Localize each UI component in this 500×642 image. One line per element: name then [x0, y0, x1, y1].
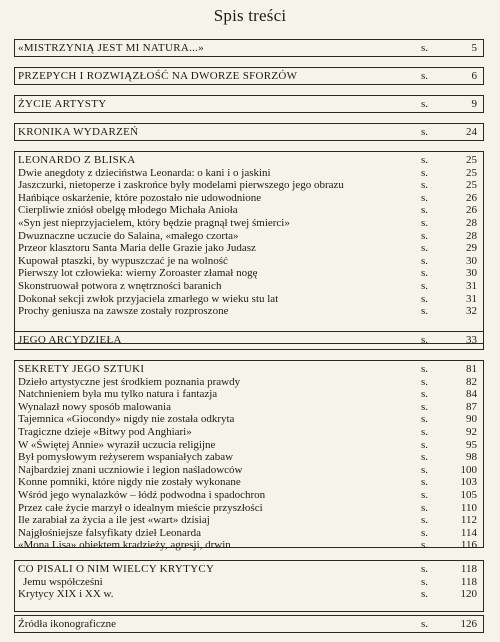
toc-entry[interactable]: [18, 514, 483, 527]
page-number: 114: [460, 526, 477, 539]
page-number: 116: [460, 539, 477, 552]
toc-entry-title: Dwie anegdoty z dzieciństwa Leonarda: o kani i o jaskini: [18, 166, 271, 179]
toc-entry[interactable]: [18, 204, 483, 217]
toc-section: [14, 331, 484, 350]
toc-entry-title: SEKRETY JEGO SZTUKI: [18, 363, 145, 375]
toc-entry-title: «Syn jest nieprzyjacielem, który będzie pragnął twej śmierci»: [18, 216, 290, 229]
page-prefix: s.: [421, 334, 429, 346]
page-number: 118: [460, 575, 477, 588]
page-number: 105: [460, 488, 477, 501]
toc-page-ref: [421, 154, 483, 167]
page-number: 33: [466, 334, 477, 346]
page-prefix: s.: [421, 70, 429, 82]
page-number: 32: [466, 305, 477, 318]
page-number: 6: [471, 70, 477, 82]
toc-section: [14, 151, 484, 344]
page-prefix: s.: [421, 98, 429, 110]
page-number: 95: [466, 438, 477, 451]
toc-entry[interactable]: [18, 305, 483, 318]
toc-entry-title: «MISTRZYNIĄ JEST MI NATURA...»: [18, 42, 205, 54]
page-prefix: s.: [421, 476, 429, 489]
toc-page-ref: [421, 563, 483, 576]
toc-entry-title: Natchnieniem była mu tylko natura i fantazja: [18, 388, 218, 401]
toc-entry[interactable]: [18, 179, 483, 192]
toc-entry[interactable]: [18, 388, 483, 401]
page-number: 24: [466, 126, 477, 138]
toc-page-ref: [421, 204, 483, 217]
toc-entry[interactable]: [18, 527, 483, 540]
page-prefix: s.: [421, 216, 429, 229]
toc-entry[interactable]: [18, 576, 483, 589]
toc-entry[interactable]: [18, 230, 483, 243]
toc-entry-title: Dokonał sekcji zwłok przyjaciela zmarłego w wieku stu lat: [18, 292, 279, 305]
page-title: Spis treści: [213, 6, 287, 25]
toc-page-ref: [421, 476, 483, 489]
toc-entry-title: JEGO ARCYDZIEŁA: [18, 334, 122, 346]
toc-entry[interactable]: [18, 217, 483, 230]
toc-entry-title: Tragiczne dzieje «Bitwy pod Anghiari»: [18, 425, 192, 438]
toc-page-ref: [421, 376, 483, 389]
page-prefix: s.: [421, 267, 429, 280]
toc-section: [14, 123, 484, 141]
toc-entry-title: KRONIKA WYDARZEŃ: [18, 126, 139, 138]
toc-page-ref: [421, 616, 483, 633]
toc-page-ref: [421, 230, 483, 243]
toc-heading[interactable]: [18, 68, 483, 85]
page-prefix: s.: [421, 154, 429, 166]
toc-entry-title: Najgłośniejsze falsyfikaty dzieł Leonarda: [18, 526, 201, 539]
toc-page-ref: [421, 388, 483, 401]
page-prefix: s.: [421, 254, 429, 267]
toc-heading[interactable]: [18, 154, 483, 167]
page-prefix: s.: [421, 229, 429, 242]
toc-entry-title: CO PISALI O NIM WIELCY KRYTYCY: [18, 563, 215, 575]
toc-section: [14, 615, 484, 633]
toc-entry-title: PRZEPYCH I ROZWIĄZŁOŚĆ NA DWORZE SFORZÓW: [18, 70, 298, 82]
toc-entry[interactable]: [18, 401, 483, 414]
toc-page-ref: [421, 255, 483, 268]
page-number: 98: [466, 451, 477, 464]
toc-entry-title: Dwuznaczne uczucie do Salaina, «małego czorta»: [18, 229, 239, 242]
toc-page-ref: [421, 439, 483, 452]
page-prefix: s.: [421, 191, 429, 204]
page-prefix: s.: [421, 438, 429, 451]
page-number: 118: [460, 563, 477, 575]
page-number: 92: [466, 425, 477, 438]
page-prefix: s.: [421, 618, 429, 630]
page-number: 82: [466, 375, 477, 388]
toc-heading[interactable]: [18, 96, 483, 113]
toc-entry-title: Był pomysłowym reżyserem wspaniałych zabaw: [18, 451, 234, 464]
toc-heading[interactable]: [18, 40, 483, 57]
page-prefix: s.: [421, 179, 429, 192]
toc-heading[interactable]: [18, 332, 483, 349]
toc-page-ref: [421, 576, 483, 589]
page-prefix: s.: [421, 204, 429, 217]
toc-page-ref: [421, 192, 483, 205]
toc-entry[interactable]: [18, 267, 483, 280]
page-number: 120: [460, 588, 477, 601]
toc-page-ref: [421, 332, 483, 349]
page-number: 25: [466, 154, 477, 166]
toc-section: [14, 39, 484, 57]
toc-page-ref: [421, 179, 483, 192]
page-prefix: s.: [421, 42, 429, 54]
page-prefix: s.: [421, 375, 429, 388]
toc-page-ref: [421, 527, 483, 540]
page-number: 84: [466, 388, 477, 401]
toc-page-ref: [421, 413, 483, 426]
toc-page-ref: [421, 68, 483, 85]
toc-page-ref: [421, 293, 483, 306]
toc-page-ref: [421, 464, 483, 477]
page-prefix: s.: [421, 388, 429, 401]
toc-entry-title: Przeor klasztoru Santa Maria delle Grazie jako Judasz: [18, 242, 256, 255]
page-prefix: s.: [421, 588, 429, 601]
toc-entry[interactable]: [18, 616, 483, 633]
toc-entry-title: «Mona Lisa» obiektem kradzieży, agresji, drwin: [18, 539, 231, 552]
toc-page-ref: [421, 305, 483, 318]
toc-section: [14, 67, 484, 85]
page-number: 90: [466, 413, 477, 426]
page-number: 110: [460, 501, 477, 514]
page-prefix: s.: [421, 126, 429, 138]
page-number: 30: [466, 254, 477, 267]
toc-entry[interactable]: [18, 439, 483, 452]
page-prefix: s.: [421, 425, 429, 438]
toc-entry[interactable]: [18, 280, 483, 293]
page-prefix: s.: [421, 400, 429, 413]
toc-page-ref: [421, 514, 483, 527]
toc-page-ref: [421, 242, 483, 255]
toc-section: [14, 560, 484, 612]
toc-entry-title: Konne pomniki, które nigdy nie zostały wykonane: [18, 476, 241, 489]
toc-entry-title: Wynalazł nowy sposób malowania: [18, 400, 171, 413]
toc-entry[interactable]: [18, 293, 483, 306]
page-number: 30: [466, 267, 477, 280]
page-number: 9: [471, 98, 477, 110]
toc-entry[interactable]: [18, 489, 483, 502]
toc-entry-title: W «Świętej Annie» wyraził uczucia religijne: [18, 438, 216, 451]
page-number: 28: [466, 229, 477, 242]
toc-page-ref: [421, 401, 483, 414]
toc-entry[interactable]: [18, 242, 483, 255]
page-prefix: s.: [421, 242, 429, 255]
toc-entry[interactable]: [18, 192, 483, 205]
page-prefix: s.: [421, 279, 429, 292]
page-prefix: s.: [421, 488, 429, 501]
toc-entry[interactable]: [18, 502, 483, 515]
toc-entry[interactable]: [18, 476, 483, 489]
toc-entry-title: Cierpliwie zniósł obelgę młodego Michała Anioła: [18, 204, 238, 217]
toc-entry-title: Ile zarabiał za życia a ile jest «wart» dzisiaj: [18, 514, 210, 527]
toc-entry[interactable]: [18, 451, 483, 464]
toc-entry[interactable]: [18, 376, 483, 389]
page-number: 5: [471, 42, 477, 54]
page-number: 87: [466, 400, 477, 413]
toc-entry-title: Jaszczurki, nietoperze i zaskrońce były modelami pierwszego jego obrazu: [18, 179, 344, 192]
page-prefix: s.: [421, 305, 429, 318]
toc-entry-title: Tajemnica «Giocondy» nigdy nie została odkryta: [18, 413, 235, 426]
page-prefix: s.: [421, 413, 429, 426]
page-number: 31: [466, 292, 477, 305]
toc-heading[interactable]: [18, 563, 483, 576]
page-number: 26: [466, 204, 477, 217]
toc-entry[interactable]: [18, 255, 483, 268]
page-prefix: s.: [421, 575, 429, 588]
page-prefix: s.: [421, 526, 429, 539]
toc-entry-title: Najbardziej znani uczniowie i legion naśladowców: [18, 463, 243, 476]
toc-page-ref: [421, 167, 483, 180]
page-number: 25: [466, 166, 477, 179]
page-number: 29: [466, 242, 477, 255]
page-prefix: s.: [421, 451, 429, 464]
page-prefix: s.: [421, 363, 429, 375]
toc-entry-title: Pierwszy lot człowieka: wierny Zoroaster złamał nogę: [18, 267, 258, 280]
page-prefix: s.: [421, 166, 429, 179]
toc-entry-title: Prochy geniusza na zawsze zostały rozproszone: [18, 305, 229, 318]
toc-entry-title: Źródła ikonograficzne: [18, 618, 117, 630]
toc-page-ref: [421, 280, 483, 293]
toc-page-ref: [421, 451, 483, 464]
toc-entry[interactable]: [18, 426, 483, 439]
toc-entry-title: ŻYCIE ARTYSTY: [18, 98, 107, 110]
toc-page-ref: [421, 539, 483, 552]
page-number: 28: [466, 216, 477, 229]
toc-entry-title: Hańbiące oskarżenie, które pozostało nie udowodnione: [18, 191, 262, 204]
toc-heading[interactable]: [18, 124, 483, 141]
toc-entry-title: Krytycy XIX i XX w.: [18, 588, 114, 601]
toc-section: [14, 95, 484, 113]
toc-page-ref: [421, 489, 483, 502]
page-number: 103: [460, 476, 477, 489]
page-number: 100: [460, 463, 477, 476]
toc-entry[interactable]: [18, 539, 483, 552]
toc-section: [14, 360, 484, 552]
page-number: 31: [466, 279, 477, 292]
page-prefix: s.: [421, 501, 429, 514]
toc-entry-title: Skonstruował potwora z wnętrzności baranich: [18, 279, 222, 292]
toc-entry[interactable]: [18, 588, 483, 601]
toc-page-ref: [421, 124, 483, 141]
toc-entry[interactable]: [18, 413, 483, 426]
toc-page-ref: [421, 588, 483, 601]
page-number: 81: [466, 363, 477, 375]
toc-entry[interactable]: [18, 464, 483, 477]
page-prefix: s.: [421, 563, 429, 575]
page-number: 112: [460, 514, 477, 527]
toc-entry-title: Jemu współcześni: [23, 575, 103, 588]
page-number: 25: [466, 179, 477, 192]
toc-page-ref: [421, 267, 483, 280]
page-prefix: s.: [421, 514, 429, 527]
toc-entry-title: Dzieło artystyczne jest środkiem poznania prawdy: [18, 375, 241, 388]
page-prefix: s.: [421, 539, 429, 552]
toc-entry-title: Kupował ptaszki, by wypuszczać je na wolność: [18, 254, 228, 267]
toc-page-ref: [421, 96, 483, 113]
toc-entry-title: Wśród jego wynalazków – łódź podwodna i spadochron: [18, 488, 266, 501]
page-number: 26: [466, 191, 477, 204]
toc-page-ref: [421, 502, 483, 515]
toc-page-ref: [421, 217, 483, 230]
toc-entry-title: LEONARDO Z BLISKA: [18, 154, 136, 166]
page-prefix: s.: [421, 292, 429, 305]
toc-entry-title: Przez całe życie marzył o idealnym mieście przyszłości: [18, 501, 263, 514]
toc-page-ref: [421, 363, 483, 376]
toc-page-ref: [421, 40, 483, 57]
toc-heading[interactable]: [18, 363, 483, 376]
page-number: 126: [460, 618, 477, 630]
toc-entry[interactable]: [18, 167, 483, 180]
page-prefix: s.: [421, 463, 429, 476]
toc-page-ref: [421, 426, 483, 439]
